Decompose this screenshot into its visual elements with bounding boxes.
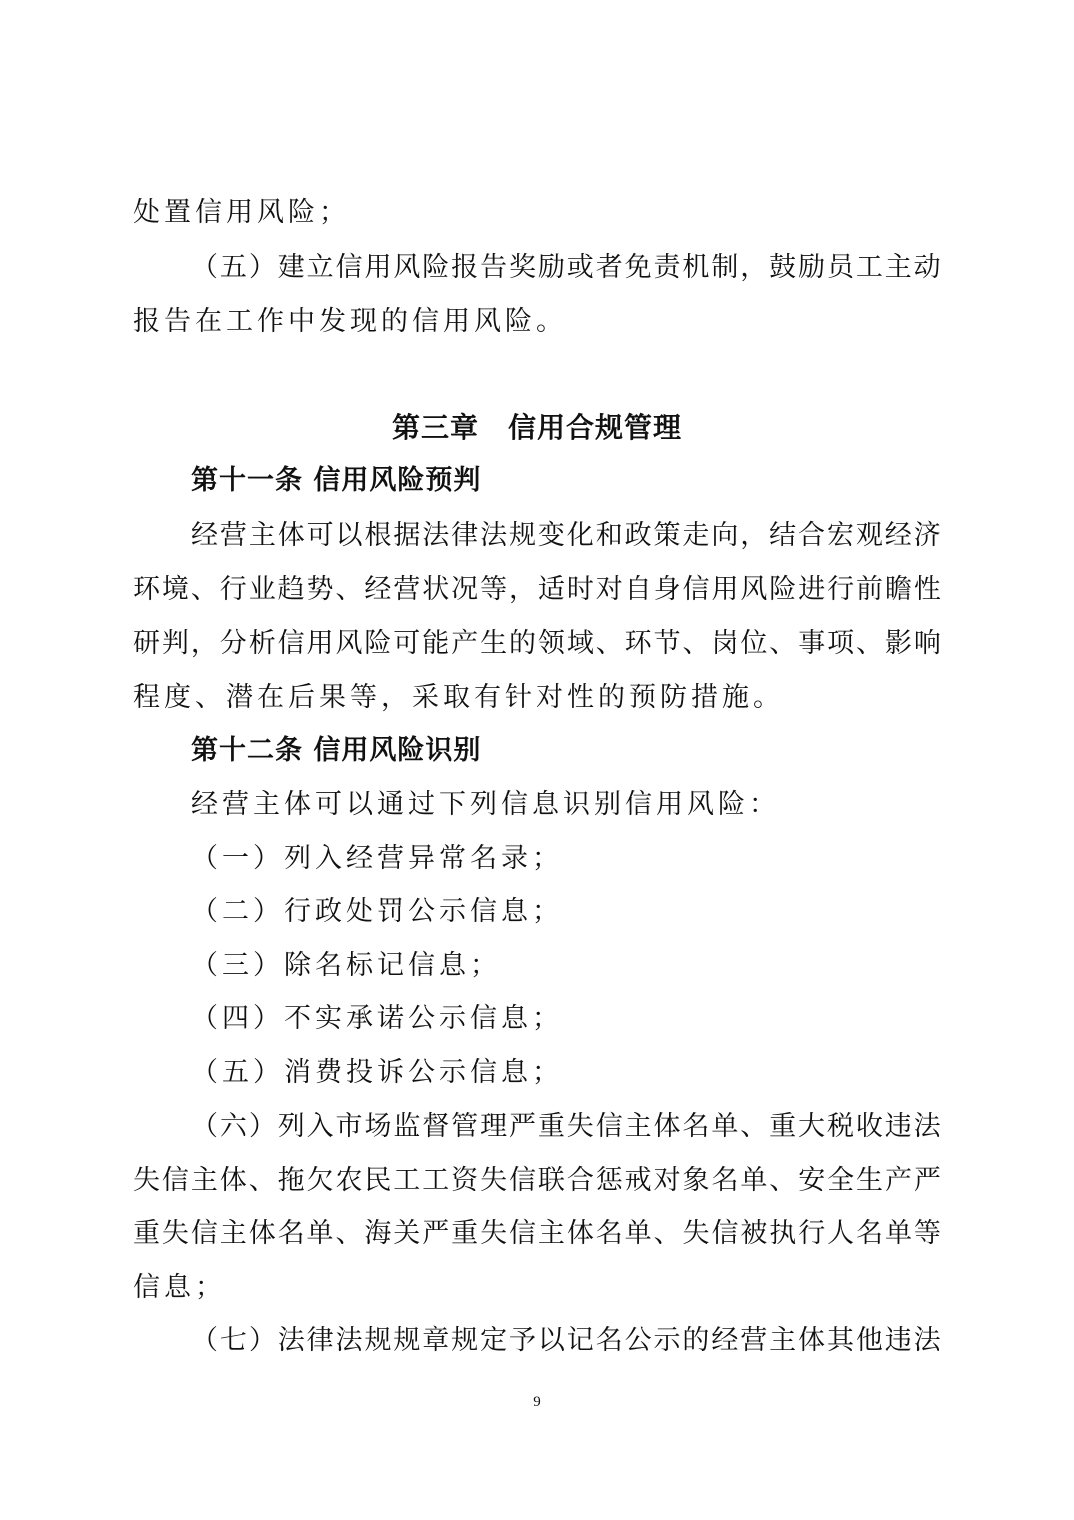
list-item: [0, 892, 1074, 932]
text-char: 规: [364, 1325, 392, 1356]
text-char: 、: [190, 574, 218, 605]
text-char: 违: [884, 1325, 912, 1356]
text-char: 戒: [624, 1165, 652, 1196]
text-char: 对: [653, 1165, 681, 1196]
text-char: 境: [161, 574, 189, 605]
text-char: 公: [624, 1325, 652, 1356]
text-char: 管: [451, 1111, 479, 1142]
text-char: 其: [826, 1325, 854, 1356]
text-char: 规: [393, 1325, 421, 1356]
text-char: 响: [913, 628, 941, 659]
text-char: 营: [740, 1325, 768, 1356]
text-char: 经: [711, 1325, 739, 1356]
text-char: 失: [480, 1165, 508, 1196]
text-char: 经: [191, 520, 218, 551]
list-item-text: （三）除名标记信息；: [191, 950, 501, 981]
text-char: 前: [856, 574, 884, 605]
text-char: 体: [277, 520, 305, 551]
text-line: [0, 678, 1074, 718]
text-char: 六: [219, 1111, 247, 1142]
paragraph-text: 报告在工作中发现的信用风险。: [133, 306, 567, 337]
text-char: 定: [480, 1325, 508, 1356]
text-char: 鼓: [769, 252, 797, 283]
text-char: 章: [422, 1325, 450, 1356]
text-char: 的: [682, 1325, 710, 1356]
text-char: 合: [798, 520, 826, 551]
list-item-text: [191, 1321, 941, 1361]
text-char: 民: [364, 1165, 392, 1196]
text-char: 以: [335, 520, 363, 551]
text-char: 事: [798, 628, 826, 659]
text-char: 合: [566, 1165, 594, 1196]
text-char: 以: [537, 1325, 565, 1356]
text-char: 可: [306, 520, 334, 551]
text-char: 机: [682, 252, 710, 283]
text-char: 海: [364, 1218, 392, 1249]
text-char: 工: [855, 252, 883, 283]
text-char: 失: [682, 1218, 710, 1249]
text-char: 执: [769, 1218, 797, 1249]
text-char: 主: [769, 1325, 797, 1356]
text-char: 信: [595, 1111, 623, 1142]
page-number: 9: [533, 1394, 541, 1410]
text-char: 信: [508, 1218, 536, 1249]
text-char: 等: [480, 574, 508, 605]
text-char: （: [191, 1325, 218, 1356]
text-char: 性: [913, 574, 941, 605]
text-char: 名: [277, 1218, 305, 1249]
text-char: 免: [624, 252, 652, 283]
text-char: 析: [248, 628, 276, 659]
text-char: ）: [248, 252, 276, 283]
text-char: 列: [277, 1111, 305, 1142]
text-char: 理: [480, 1111, 508, 1142]
text-char: 、: [248, 1165, 276, 1196]
text-char: 督: [422, 1111, 450, 1142]
text-char: 项: [827, 628, 855, 659]
text-char: 环: [624, 628, 652, 659]
text-char: 风: [740, 574, 768, 605]
text-char: 法: [422, 520, 450, 551]
text-char: 营: [393, 574, 421, 605]
text-char: 七: [219, 1325, 247, 1356]
text-char: 主: [248, 520, 276, 551]
text-char: 重: [133, 1218, 160, 1249]
list-item-text: （二）行政处罚公示信息；: [191, 896, 563, 927]
text-char: 工: [393, 1165, 421, 1196]
text-char: ，: [190, 628, 218, 659]
text-char: 经: [364, 574, 392, 605]
text-char: 法: [480, 520, 508, 551]
text-char: 建: [277, 252, 305, 283]
text-char: 惩: [595, 1165, 623, 1196]
text-char: 变: [537, 520, 565, 551]
text-char: ，: [740, 252, 768, 283]
article-heading: 第十一条 信用风险预判: [191, 465, 482, 496]
text-char: 单: [740, 1165, 768, 1196]
text-line: [0, 302, 1074, 342]
text-char: 自: [624, 574, 652, 605]
text-char: 体: [248, 1218, 276, 1249]
text-char: 励: [798, 252, 826, 283]
list-item: [0, 1321, 1074, 1361]
text-char: 五: [219, 252, 247, 283]
text-char: 安: [798, 1165, 826, 1196]
text-char: 主: [537, 1218, 565, 1249]
paragraph-text: [191, 516, 941, 556]
chapter-title: 第三章 信用合规管理: [391, 411, 682, 444]
text-char: 、: [769, 628, 797, 659]
text-char: 业: [248, 574, 276, 605]
text-char: 险: [422, 252, 450, 283]
text-char: 名: [711, 1165, 739, 1196]
text-char: 大: [798, 1111, 826, 1142]
text-char: 法: [277, 1325, 305, 1356]
text-char: 信: [711, 1218, 739, 1249]
text-char: 研: [133, 628, 160, 659]
text-char: 单: [711, 1111, 739, 1142]
text-line: [0, 570, 1074, 610]
text-char: 入: [306, 1111, 334, 1142]
text-char: 体: [653, 1111, 681, 1142]
text-char: 根: [364, 520, 392, 551]
text-char: 主: [624, 1111, 652, 1142]
list-item: [0, 999, 1074, 1039]
text-char: 单: [884, 1218, 912, 1249]
list-item-text: （一）列入经营异常名录；: [191, 843, 563, 874]
paragraph-text: 程度、潜在后果等，采取有针对性的预防措施。: [133, 682, 784, 713]
text-char: 励: [537, 252, 565, 283]
text-char: 环: [133, 574, 160, 605]
text-char: 单: [306, 1218, 334, 1249]
text-char: ）: [248, 1325, 276, 1356]
text-char: 工: [422, 1165, 450, 1196]
text-char: 信: [277, 628, 305, 659]
text-char: 规: [451, 1325, 479, 1356]
text-char: 体: [219, 1165, 247, 1196]
text-char: 用: [711, 574, 739, 605]
text-char: 对: [595, 574, 623, 605]
text-char: 律: [451, 520, 479, 551]
text-char: 产: [451, 628, 479, 659]
text-line: [0, 1161, 1074, 1201]
text-char: 象: [682, 1165, 710, 1196]
text-char: 体: [566, 1218, 594, 1249]
text-char: 济: [913, 520, 941, 551]
text-char: 名: [856, 1218, 884, 1249]
text-char: 适: [537, 574, 565, 605]
text-char: （: [191, 1111, 218, 1142]
text-char: 行: [798, 1218, 826, 1249]
text-char: 主: [190, 1165, 218, 1196]
text-char: 全: [827, 1165, 855, 1196]
text-char: 领: [537, 628, 565, 659]
text-char: 联: [537, 1165, 565, 1196]
text-line: [0, 516, 1074, 556]
text-char: 信: [682, 574, 710, 605]
text-char: （: [191, 252, 218, 283]
text-char: 动: [913, 252, 941, 283]
text-char: 法: [913, 1325, 941, 1356]
text-char: 人: [827, 1218, 855, 1249]
text-char: 走: [682, 520, 710, 551]
text-char: 进: [798, 574, 826, 605]
text-char: ）: [248, 1111, 276, 1142]
text-char: 节: [653, 628, 681, 659]
text-line: [0, 193, 1074, 233]
text-char: 用: [364, 252, 392, 283]
text-char: 员: [826, 252, 854, 283]
paragraph-text: [133, 1214, 941, 1254]
text-char: 影: [884, 628, 912, 659]
text-char: 政: [624, 520, 652, 551]
text-char: 经: [884, 520, 912, 551]
text-char: 名: [682, 1111, 710, 1142]
text-char: 险: [769, 574, 797, 605]
article-heading: 第十二条 信用风险识别: [191, 735, 482, 766]
text-char: 的: [508, 628, 536, 659]
text-char: 场: [364, 1111, 392, 1142]
text-char: 、: [335, 574, 363, 605]
text-char: 严: [508, 1111, 536, 1142]
text-char: 重: [769, 1111, 797, 1142]
text-char: 、: [856, 628, 884, 659]
text-char: 风: [335, 628, 363, 659]
text-char: 欠: [306, 1165, 334, 1196]
text-char: 产: [884, 1165, 912, 1196]
text-line: [0, 1268, 1074, 1308]
text-char: 观: [855, 520, 883, 551]
list-item-text: [191, 1107, 941, 1147]
text-char: 法: [913, 1111, 941, 1142]
text-char: 况: [451, 574, 479, 605]
text-char: 监: [393, 1111, 421, 1142]
text-char: 瞻: [884, 574, 912, 605]
list-item-text: （四）不实承诺公示信息；: [191, 1003, 563, 1034]
text-char: 信: [508, 1165, 536, 1196]
text-char: 、: [335, 1218, 363, 1249]
text-char: 示: [653, 1325, 681, 1356]
text-char: 信: [161, 1165, 189, 1196]
text-char: 失: [480, 1218, 508, 1249]
text-char: 、: [653, 1218, 681, 1249]
text-char: 主: [219, 1218, 247, 1249]
text-char: 等: [913, 1218, 941, 1249]
text-char: 向: [711, 520, 739, 551]
list-item: [0, 839, 1074, 879]
text-char: 、: [769, 1165, 797, 1196]
text-char: 信: [190, 1218, 218, 1249]
text-char: 严: [913, 1165, 941, 1196]
article-heading-line: [0, 461, 1074, 501]
text-char: 分: [219, 628, 247, 659]
text-char: 农: [335, 1165, 363, 1196]
text-char: 失: [566, 1111, 594, 1142]
text-char: 策: [653, 520, 681, 551]
text-char: 险: [364, 628, 392, 659]
text-char: 违: [884, 1111, 912, 1142]
text-line: [0, 1214, 1074, 1254]
text-char: 生: [480, 628, 508, 659]
text-char: 制: [711, 252, 739, 283]
text-char: 资: [451, 1165, 479, 1196]
text-char: 责: [653, 252, 681, 283]
list-item: [0, 1053, 1074, 1093]
text-char: 趋: [277, 574, 305, 605]
text-char: 主: [884, 252, 912, 283]
text-char: 、: [682, 628, 710, 659]
text-char: 市: [335, 1111, 363, 1142]
text-char: ，: [740, 520, 768, 551]
paragraph-text: [191, 248, 941, 288]
paragraph-text: [133, 570, 941, 610]
text-char: 失: [161, 1218, 189, 1249]
text-char: 和: [595, 520, 623, 551]
paragraph-text: [133, 1161, 941, 1201]
text-char: 严: [422, 1218, 450, 1249]
text-char: 关: [393, 1218, 421, 1249]
text-char: 判: [161, 628, 189, 659]
text-char: 单: [624, 1218, 652, 1249]
text-char: 规: [508, 520, 536, 551]
text-char: 化: [566, 520, 594, 551]
text-char: 位: [740, 628, 768, 659]
text-char: 报: [451, 252, 479, 283]
paragraph-text: 信息；: [133, 1272, 226, 1303]
text-char: 风: [393, 252, 421, 283]
text-char: 势: [306, 574, 334, 605]
text-char: 律: [306, 1325, 334, 1356]
text-char: 用: [306, 628, 334, 659]
text-char: 拖: [277, 1165, 305, 1196]
text-char: 税: [826, 1111, 854, 1142]
text-char: 名: [595, 1218, 623, 1249]
text-char: 可: [393, 628, 421, 659]
text-char: 告: [480, 252, 508, 283]
text-char: 、: [740, 1111, 768, 1142]
text-char: 他: [855, 1325, 883, 1356]
text-char: 行: [219, 574, 247, 605]
text-char: 、: [595, 628, 623, 659]
text-char: 岗: [711, 628, 739, 659]
text-line: [0, 248, 1074, 288]
text-char: 能: [422, 628, 450, 659]
text-char: 记: [566, 1325, 594, 1356]
text-char: 奖: [508, 252, 536, 283]
list-item: [0, 946, 1074, 986]
text-char: 时: [566, 574, 594, 605]
text-char: 生: [856, 1165, 884, 1196]
text-char: 收: [855, 1111, 883, 1142]
paragraph-text: 经营主体可以通过下列信息识别信用风险：: [191, 789, 780, 820]
list-item: [0, 1107, 1074, 1147]
list-item-text: （五）消费投诉公示信息；: [191, 1057, 563, 1088]
paragraph-text: 处置信用风险；: [133, 197, 350, 228]
text-char: ，: [508, 574, 536, 605]
article-heading-line: [0, 731, 1074, 771]
text-char: 营: [219, 520, 247, 551]
text-char: 据: [393, 520, 421, 551]
text-char: 状: [422, 574, 450, 605]
paragraph-text: [133, 624, 941, 664]
text-line: [0, 624, 1074, 664]
text-char: 重: [451, 1218, 479, 1249]
text-char: 法: [335, 1325, 363, 1356]
text-char: 结: [769, 520, 797, 551]
text-char: 立: [306, 252, 334, 283]
text-char: 宏: [826, 520, 854, 551]
text-char: 行: [827, 574, 855, 605]
text-char: 予: [508, 1325, 536, 1356]
text-char: 被: [740, 1218, 768, 1249]
text-char: 域: [566, 628, 594, 659]
text-line: [0, 785, 1074, 825]
text-char: 者: [595, 252, 623, 283]
text-char: 体: [798, 1325, 826, 1356]
text-char: 名: [595, 1325, 623, 1356]
text-char: 或: [566, 252, 594, 283]
text-char: 身: [653, 574, 681, 605]
text-char: 重: [537, 1111, 565, 1142]
text-char: 失: [133, 1165, 160, 1196]
text-char: 信: [335, 252, 363, 283]
